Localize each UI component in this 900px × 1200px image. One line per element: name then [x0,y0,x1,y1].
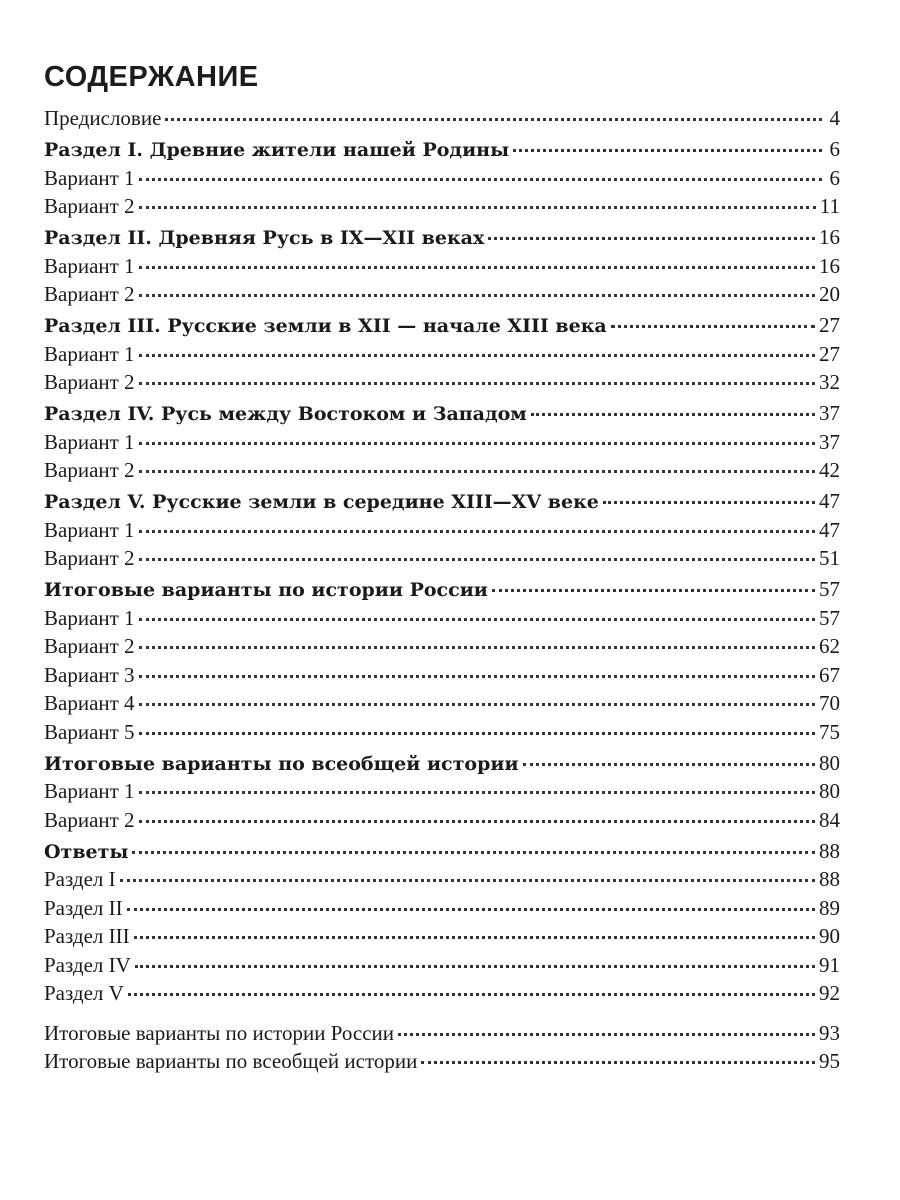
toc-entry [44,865,840,894]
toc-entry-page: 6 [829,165,840,190]
toc-entry-label: Вариант 2 [44,546,135,570]
toc-entry [44,894,840,923]
toc-entry-page: 42 [819,458,840,482]
toc-section-label: Ответы [44,840,129,863]
toc-entry [44,252,840,281]
toc-entry-page: 57 [819,605,840,630]
toc-entry-label: Вариант 5 [44,719,135,744]
dot-leader [139,819,815,823]
dot-leader [603,500,815,504]
dot-leader [139,177,822,181]
dot-leader [139,731,815,735]
toc-entry [44,1047,840,1076]
toc-entry-page: 37 [819,429,840,454]
toc-section-heading [44,399,840,428]
toc-entry-label: Вариант 2 [44,370,135,394]
toc-section-label: Раздел III. Русские земли в XII — начале XIII века [44,315,607,337]
toc-entry-label: Вариант 1 [44,165,135,190]
dot-leader [523,762,815,766]
toc-entry-label: Раздел V [44,981,124,1005]
toc-entry-page: 89 [819,895,840,920]
toc-entry-page: 62 [819,634,840,658]
dot-leader [139,674,815,678]
toc-entry-label: Итоговые варианты по истории России [44,1020,395,1045]
toc-entry-label: Раздел III [44,924,130,948]
toc-entry-label: Вариант 1 [44,253,135,278]
toc-entry-page: 95 [819,1049,840,1073]
toc-entry [44,922,840,951]
dot-leader [139,205,816,209]
toc-entry-page: 27 [819,313,840,337]
toc-section-heading [44,135,840,164]
dot-leader [127,907,815,911]
toc-entry [44,718,840,747]
dot-leader [398,1032,815,1036]
toc-entry-label: Вариант 1 [44,779,135,803]
toc-entry-preface [44,104,840,133]
toc-section-label: Итоговые варианты по всеобщей истории [44,752,519,775]
toc-entry-label: Вариант 1 [44,605,135,630]
toc-section-label: Раздел II. Древняя Русь в IX—XII веках [44,227,485,249]
toc-entry-page: 47 [819,489,840,513]
toc-entry-label: Вариант 2 [44,634,135,658]
toc-entry-label: Раздел I [44,867,116,891]
toc-entry-page: 90 [819,924,840,948]
toc-section-label: Раздел IV. Русь между Востоком и Западом [44,403,527,425]
toc-section-heading [44,837,840,866]
dot-leader [139,265,815,269]
toc-entry [44,604,840,633]
toc-entry-page: 80 [819,779,840,803]
toc-entry-label: Вариант 2 [44,458,135,482]
toc-entry-page: 93 [819,1020,840,1045]
toc-entry-page: 47 [819,517,840,542]
dot-leader [139,441,815,445]
toc-entry-label: Предисловие [44,106,162,130]
toc-entry-page: 67 [819,662,840,687]
toc-entry-label: Вариант 2 [44,194,135,218]
toc-entry-label: Вариант 2 [44,282,135,306]
toc-entry-page: 51 [819,546,840,570]
toc-entry [44,661,840,690]
toc-entry-page: 57 [819,577,840,601]
toc-entry-page: 75 [819,719,840,744]
toc-entry [44,164,840,193]
toc-entry-page: 88 [819,838,840,863]
toc-entry [44,544,840,573]
toc-entry [44,192,840,221]
toc-entry-page: 32 [819,370,840,394]
toc-entry-page: 6 [829,137,840,161]
dot-leader [139,645,815,649]
toc-entry [44,280,840,309]
dot-leader [139,557,815,561]
dot-leader [139,529,815,533]
toc-section-label: Раздел V. Русские земли в середине XIII—XV веке [44,491,599,513]
dot-leader [128,992,815,996]
toc-entry-page: 27 [819,341,840,366]
toc-entry [44,979,840,1008]
toc-entry-label: Вариант 1 [44,341,135,366]
toc-entry-label: Вариант 1 [44,429,135,454]
toc-entry [44,777,840,806]
dot-leader [132,850,815,854]
toc-entry-label: Итоговые варианты по всеобщей истории [44,1049,418,1073]
dot-leader [139,293,815,297]
toc-section-heading [44,749,840,778]
toc-entry [44,516,840,545]
toc-section-heading [44,487,840,516]
toc-entry-label: Раздел II [44,895,123,920]
toc-section-heading [44,311,840,340]
toc-section-label: Раздел I. Древние жители нашей Родины [44,139,510,161]
toc-section-label: Итоговые варианты по истории России [44,579,488,601]
toc-entry-page: 80 [819,750,840,775]
toc-entry [44,632,840,661]
toc-entry [44,806,840,835]
toc-entry [44,456,840,485]
toc-entry-page: 11 [819,194,840,218]
toc-entry-page: 84 [819,807,840,832]
toc-entry-page: 20 [819,282,840,306]
toc-entry [44,368,840,397]
toc-entry [44,951,840,980]
toc-entry-label: Вариант 4 [44,691,135,715]
dot-leader [139,353,815,357]
toc-entry-label: Вариант 3 [44,662,135,687]
dot-leader [139,469,815,473]
dot-leader [120,878,815,882]
dot-leader [421,1060,815,1064]
toc-entry-label: Вариант 1 [44,517,135,542]
toc-entry-page: 4 [829,106,840,130]
toc-entry [44,689,840,718]
table-of-contents [44,58,840,1076]
dot-leader [488,236,815,240]
dot-leader [139,790,815,794]
toc-entry-page: 16 [819,225,840,249]
toc-entry-page: 92 [819,981,840,1005]
toc-section-heading [44,575,840,604]
toc-entry-page: 91 [819,952,840,977]
dot-leader [139,617,815,621]
dot-leader [513,148,822,152]
dot-leader [492,588,815,592]
toc-entry [44,340,840,369]
toc-entry-label: Раздел IV [44,952,131,977]
toc-entry-page: 88 [819,867,840,891]
toc-section-heading [44,223,840,252]
dot-leader [139,381,815,385]
dot-leader [134,935,815,939]
page-title: СОДЕРЖАНИЕ [44,61,259,93]
dot-leader [135,964,815,968]
dot-leader [165,117,822,121]
toc-entry-label: Вариант 2 [44,807,135,832]
dot-leader [139,702,815,706]
toc-entry-page: 37 [819,401,840,425]
toc-entry-page: 70 [819,691,840,715]
dot-leader [611,324,815,328]
dot-leader [531,412,815,416]
toc-entry-page: 16 [819,253,840,278]
toc-entry [44,1019,840,1048]
toc-entry [44,428,840,457]
